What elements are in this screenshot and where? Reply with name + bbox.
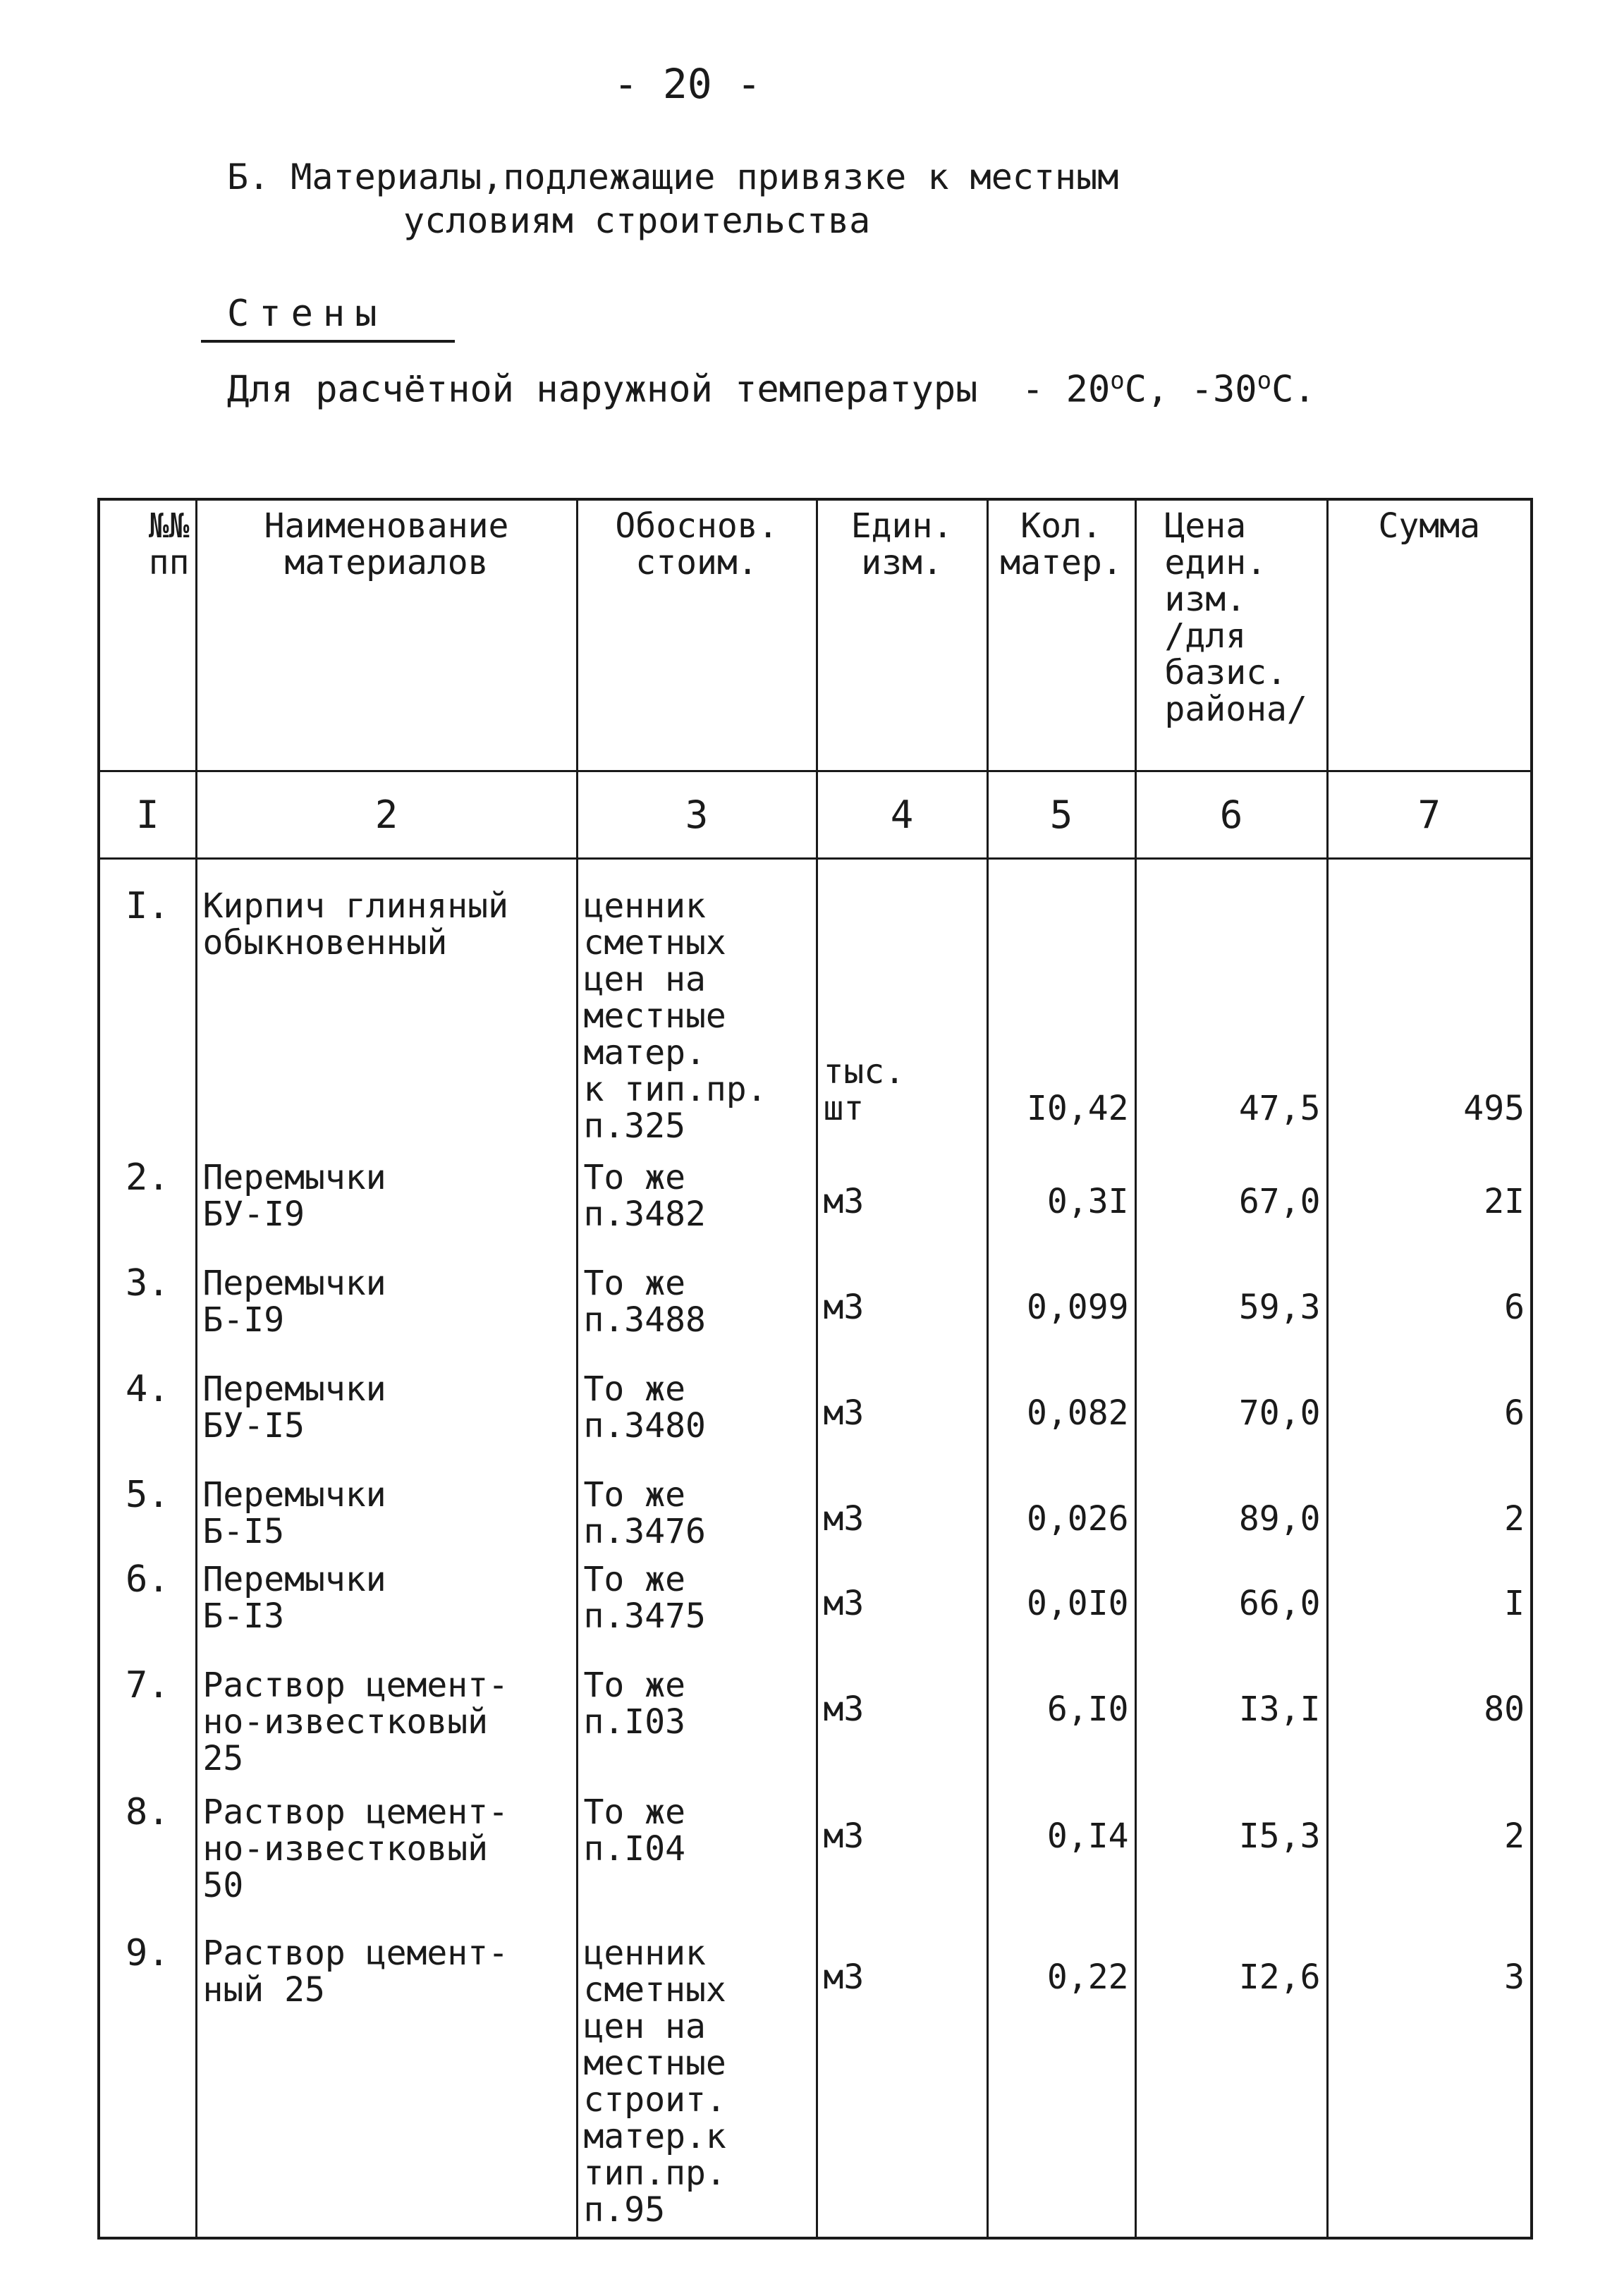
cell-basis: То же п.I03 — [577, 1663, 817, 1790]
degree-sign-1: o — [1110, 367, 1125, 395]
table-body — [99, 859, 1532, 2238]
cell-basis: То же п.I04 — [577, 1790, 817, 1931]
section-title-line2: условиям строительства — [403, 200, 871, 241]
header-sum: Сумма — [1327, 499, 1532, 771]
cell-num: 2. — [99, 1155, 196, 1261]
cell-num: 9. — [99, 1931, 196, 2228]
table-filler-row — [99, 2228, 1532, 2238]
cell-sum: 3 — [1327, 1931, 1532, 2228]
cell-sum: 2I — [1327, 1155, 1532, 1261]
cell-sum: 6 — [1327, 1261, 1532, 1367]
cell-qty: 0,082 — [987, 1367, 1135, 1472]
table-row — [99, 1155, 1532, 1261]
cell-sum: 2 — [1327, 1472, 1532, 1557]
cell-qty: 0,I4 — [987, 1790, 1135, 1931]
header-num: №№ пп — [99, 499, 196, 771]
cell-sum: 80 — [1327, 1663, 1532, 1790]
empty-cell — [817, 2228, 987, 2238]
cell-price: I2,6 — [1135, 1931, 1327, 2228]
temperature-prefix: Для расчётной наружной температуры - 20 — [227, 368, 1111, 411]
header-qty: Кол. матер. — [987, 499, 1135, 771]
column-number: I — [99, 771, 196, 859]
page-number: - 20 - — [613, 60, 762, 108]
cell-num: 7. — [99, 1663, 196, 1790]
cell-name: Раствор цемент- но-известковый 50 — [196, 1790, 577, 1931]
empty-cell — [1327, 2228, 1532, 2238]
temperature-mid: С, -30 — [1124, 368, 1257, 411]
cell-sum: I — [1327, 1557, 1532, 1663]
cell-qty: 0,099 — [987, 1261, 1135, 1367]
header-price: Цена един. изм. /для базис. района/ — [1135, 499, 1327, 771]
cell-price: I3,I — [1135, 1663, 1327, 1790]
cell-basis: То же п.3476 — [577, 1472, 817, 1557]
cell-name: Перемычки Б-I9 — [196, 1261, 577, 1367]
cell-basis: То же п.3480 — [577, 1367, 817, 1472]
walls-subtitle: Стены — [227, 293, 387, 335]
empty-cell — [1135, 2228, 1327, 2238]
cell-qty: 0,3I — [987, 1155, 1135, 1261]
section-title-line1: Б. Материалы,подлежащие привязке к местным — [227, 157, 1119, 197]
table-row — [99, 1931, 1532, 2228]
cell-unit: м3 — [817, 1931, 987, 2228]
cell-qty: I0,42 — [987, 859, 1135, 1155]
cell-name: Кирпич глиняный обыкновенный — [196, 859, 577, 1155]
cell-name: Раствор цемент- ный 25 — [196, 1931, 577, 2228]
cell-basis: То же п.3475 — [577, 1557, 817, 1663]
cell-unit: м3 — [817, 1790, 987, 1931]
column-number-row — [99, 771, 1532, 859]
cell-unit: тыс. шт — [817, 859, 987, 1155]
cell-num: 5. — [99, 1472, 196, 1557]
cell-unit: м3 — [817, 1472, 987, 1557]
cell-sum: 6 — [1327, 1367, 1532, 1472]
cell-qty: 6,I0 — [987, 1663, 1135, 1790]
cell-name: Перемычки БУ-I5 — [196, 1367, 577, 1472]
cell-qty: 0,0I0 — [987, 1557, 1135, 1663]
cell-name: Раствор цемент- но-известковый 25 — [196, 1663, 577, 1790]
column-number: 2 — [196, 771, 577, 859]
cell-price: 66,0 — [1135, 1557, 1327, 1663]
table-row — [99, 1261, 1532, 1367]
cell-basis: ценник сметных цен на местные строит. матер.к тип.пр. п.95 — [577, 1931, 817, 2228]
cell-unit: м3 — [817, 1663, 987, 1790]
cell-name: Перемычки Б-I3 — [196, 1557, 577, 1663]
degree-sign-2: o — [1257, 367, 1272, 395]
temperature-suffix: С. — [1271, 368, 1316, 411]
cell-price: 70,0 — [1135, 1367, 1327, 1472]
empty-cell — [987, 2228, 1135, 2238]
cell-basis: То же п.3482 — [577, 1155, 817, 1261]
cell-num: 6. — [99, 1557, 196, 1663]
cell-sum: 495 — [1327, 859, 1532, 1155]
table-row — [99, 1557, 1532, 1663]
column-number: 3 — [577, 771, 817, 859]
column-number: 5 — [987, 771, 1135, 859]
cell-num: 3. — [99, 1261, 196, 1367]
cell-qty: 0,22 — [987, 1931, 1135, 2228]
cell-basis: ценник сметных цен на местные матер. к тип.пр. п.325 — [577, 859, 817, 1155]
empty-cell — [99, 2228, 196, 2238]
header-name: Наименование материалов — [196, 499, 577, 771]
column-number: 6 — [1135, 771, 1327, 859]
table-row — [99, 1367, 1532, 1472]
empty-cell — [577, 2228, 817, 2238]
cell-num: 8. — [99, 1790, 196, 1931]
header-unit: Един. изм. — [817, 499, 987, 771]
cell-unit: м3 — [817, 1367, 987, 1472]
cell-price: 47,5 — [1135, 859, 1327, 1155]
cell-sum: 2 — [1327, 1790, 1532, 1931]
column-number: 4 — [817, 771, 987, 859]
table-row — [99, 859, 1532, 1155]
table-row — [99, 1663, 1532, 1790]
cell-unit: м3 — [817, 1155, 987, 1261]
cell-qty: 0,026 — [987, 1472, 1135, 1557]
cell-unit: м3 — [817, 1261, 987, 1367]
header-basis: Обоснов. стоим. — [577, 499, 817, 771]
cell-name: Перемычки Б-I5 — [196, 1472, 577, 1557]
cell-basis: То же п.3488 — [577, 1261, 817, 1367]
section-title — [227, 155, 1118, 243]
cell-num: I. — [99, 859, 196, 1155]
table-row — [99, 1472, 1532, 1557]
cell-name: Перемычки БУ-I9 — [196, 1155, 577, 1261]
cell-price: I5,3 — [1135, 1790, 1327, 1931]
materials-table — [97, 498, 1533, 2240]
column-number: 7 — [1327, 771, 1532, 859]
cell-num: 4. — [99, 1367, 196, 1472]
temperature-line — [227, 367, 1316, 410]
table-header-row — [99, 499, 1532, 771]
cell-price: 89,0 — [1135, 1472, 1327, 1557]
empty-cell — [196, 2228, 577, 2238]
cell-unit: м3 — [817, 1557, 987, 1663]
cell-price: 59,3 — [1135, 1261, 1327, 1367]
cell-price: 67,0 — [1135, 1155, 1327, 1261]
subtitle-underline — [201, 340, 455, 343]
table-row — [99, 1790, 1532, 1931]
